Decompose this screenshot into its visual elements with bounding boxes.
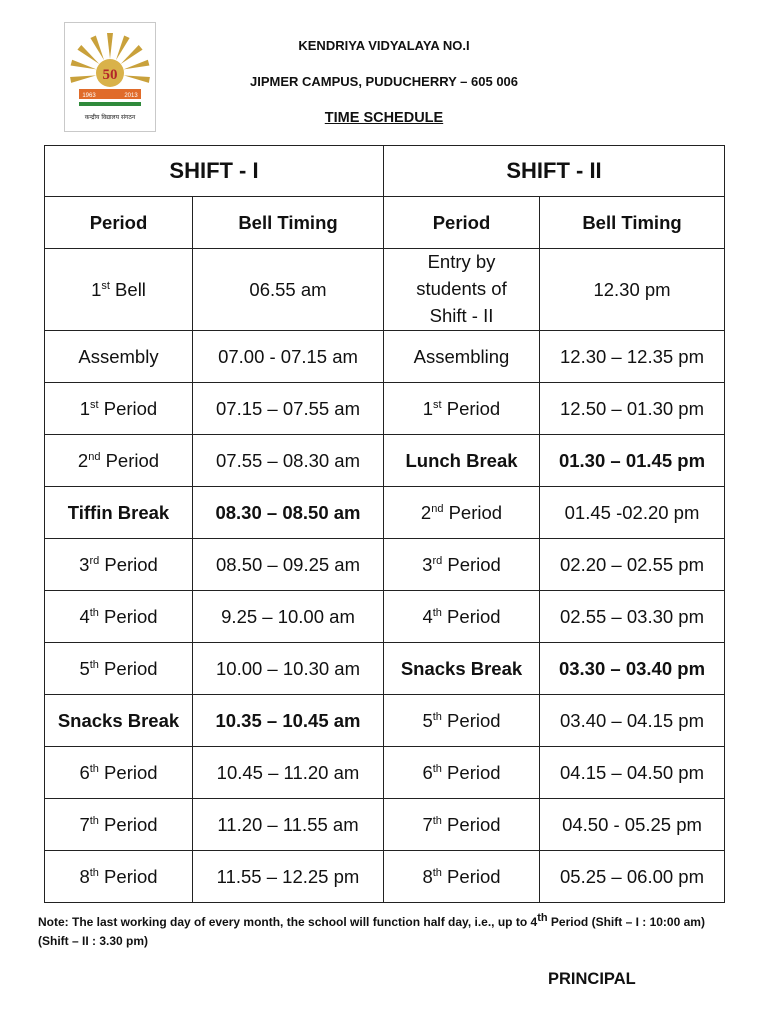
shift-2-bell-timing-cell: 05.25 – 06.00 pm xyxy=(540,851,725,903)
document-title xyxy=(0,110,768,126)
shift-1-bell-timing-cell: 08.30 – 08.50 am xyxy=(193,487,384,539)
period-ordinal-suffix: th xyxy=(432,866,442,879)
shift-2-bell-timing-cell: 01.30 – 01.45 pm xyxy=(540,435,725,487)
schedule-row xyxy=(45,487,725,539)
shift-1-period-cell xyxy=(45,799,193,851)
shift-2-bell-timing-cell: 12.50 – 01.30 pm xyxy=(540,383,725,435)
shift-1-title: SHIFT - I xyxy=(45,146,384,197)
shift-1-bell-timing-cell: 07.15 – 07.55 am xyxy=(193,383,384,435)
shift-2-period-cell xyxy=(384,851,540,903)
school-name: KENDRIYA VIDYALAYA NO.I xyxy=(298,38,470,53)
shift-1-period-cell xyxy=(45,591,193,643)
shift-2-period-cell xyxy=(384,799,540,851)
period-ordinal-suffix: nd xyxy=(431,502,444,515)
shift-1-period-cell xyxy=(45,487,193,539)
period-name: 1 xyxy=(422,397,434,419)
period-ordinal-suffix: th xyxy=(432,762,442,775)
schedule-row xyxy=(45,591,725,643)
period-name: Tiffin Break xyxy=(67,501,170,523)
period-label: Period xyxy=(441,813,501,835)
shift-1-bell-timing-cell: 07.55 – 08.30 am xyxy=(193,435,384,487)
period-label: Period xyxy=(100,449,160,471)
shift-1-period-cell xyxy=(45,747,193,799)
note-label: Note: xyxy=(38,915,69,929)
document-title-text: TIME SCHEDULE xyxy=(324,110,444,126)
period-name: Assembling xyxy=(413,345,510,367)
column-header-row xyxy=(45,197,725,249)
period-name: 3 xyxy=(422,553,433,575)
period-label: Period xyxy=(441,865,501,887)
shift-1-bell-timing-cell: 9.25 – 10.00 am xyxy=(193,591,384,643)
shift-2-bell-timing-cell: 03.40 – 04.15 pm xyxy=(540,695,725,747)
shift-2-bell-timing-cell: 03.30 – 03.40 pm xyxy=(540,643,725,695)
shift-1-bell-timing-cell: 11.55 – 12.25 pm xyxy=(193,851,384,903)
period-ordinal-suffix: th xyxy=(432,814,442,827)
shift-1-bell-timing-header: Bell Timing xyxy=(193,197,384,249)
shift-1-bell-timing-cell: 10.35 – 10.45 am xyxy=(193,695,384,747)
period-name: 8 xyxy=(79,865,90,887)
shift-2-bell-timing-cell: 04.15 – 04.50 pm xyxy=(540,747,725,799)
period-ordinal-suffix: st xyxy=(433,398,442,411)
shift-1-period-cell xyxy=(45,539,193,591)
schedule-row xyxy=(45,695,725,747)
shift-1-bell-timing-cell: 08.50 – 09.25 am xyxy=(193,539,384,591)
logo-year-right: 2013 xyxy=(124,93,138,99)
logo-motto: कन्द्रीय विद्यालय संगठन xyxy=(84,114,136,121)
shift-1-period-cell xyxy=(45,695,193,747)
period-name: 1 xyxy=(91,278,102,300)
note xyxy=(38,913,728,951)
period-label: Period xyxy=(441,761,501,783)
logo-badge-number: 50 xyxy=(102,67,118,83)
shift-2-period-cell xyxy=(384,383,540,435)
period-label: Period xyxy=(98,813,158,835)
shift-2-bell-timing-cell: 12.30 – 12.35 pm xyxy=(540,331,725,383)
period-label: Period xyxy=(98,605,158,627)
period-ordinal-suffix: th xyxy=(89,866,99,879)
period-ordinal-suffix: th xyxy=(89,762,99,775)
period-name: 5 xyxy=(422,709,433,731)
period-ordinal-suffix: th xyxy=(89,606,99,619)
period-label: Period xyxy=(98,397,158,419)
shift-1-bell-timing-cell: 10.00 – 10.30 am xyxy=(193,643,384,695)
period-label: Period xyxy=(98,761,158,783)
period-label: Period xyxy=(441,605,501,627)
shift-2-title: SHIFT - II xyxy=(384,146,725,197)
shift-2-period-cell xyxy=(384,643,540,695)
period-name: 7 xyxy=(422,813,433,835)
period-ordinal-suffix: th xyxy=(432,606,442,619)
shift-1-period-header: Period xyxy=(45,197,193,249)
shift-2-period-cell xyxy=(384,487,540,539)
note-text-a: The last working day of every month, the school will function half day, i.e., up to 4 xyxy=(68,915,538,929)
schedule-row xyxy=(45,539,725,591)
period-name: Snacks Break xyxy=(57,709,180,731)
shift-1-bell-timing-cell: 06.55 am xyxy=(193,249,384,331)
shift-2-period-cell xyxy=(384,435,540,487)
shift-1-period-cell xyxy=(45,435,193,487)
period-name: 5 xyxy=(79,657,90,679)
period-ordinal-suffix: st xyxy=(90,398,99,411)
period-name: 1 xyxy=(79,397,91,419)
shift-1-period-cell xyxy=(45,383,193,435)
note-text-b: Period (Shift – I : 10:00 am) (Shift – II : 3.30 pm) xyxy=(38,915,705,948)
shift-2-period-cell xyxy=(384,249,540,331)
shift-2-bell-timing-cell: 02.55 – 03.30 pm xyxy=(540,591,725,643)
period-name: Lunch Break xyxy=(405,449,518,471)
period-name: 4 xyxy=(79,605,90,627)
shift-2-bell-timing-cell: 02.20 – 02.55 pm xyxy=(540,539,725,591)
period-label: Period xyxy=(99,553,158,575)
period-label: Period xyxy=(443,501,503,523)
schedule-row xyxy=(45,643,725,695)
period-ordinal-suffix: rd xyxy=(89,554,100,567)
shift-2-bell-timing-cell: 12.30 pm xyxy=(540,249,725,331)
shift-1-bell-timing-cell: 11.20 – 11.55 am xyxy=(193,799,384,851)
schedule-row xyxy=(45,747,725,799)
note-text-sup: th xyxy=(537,912,548,924)
period-label: Period xyxy=(441,397,501,419)
period-name: 4 xyxy=(422,605,433,627)
period-name: 2 xyxy=(420,501,432,523)
shift-1-period-cell xyxy=(45,249,193,331)
period-ordinal-suffix: th xyxy=(89,658,99,671)
shift-1-period-cell xyxy=(45,643,193,695)
period-name: 6 xyxy=(79,761,90,783)
shift-2-bell-timing-cell: 04.50 - 05.25 pm xyxy=(540,799,725,851)
period-name: Snacks Break xyxy=(400,657,523,679)
shift-1-period-cell xyxy=(45,851,193,903)
shift-2-period-cell xyxy=(384,539,540,591)
schedule-row xyxy=(45,435,725,487)
shift-2-period-header: Period xyxy=(384,197,540,249)
shift-1-period-cell xyxy=(45,331,193,383)
shift-1-bell-timing-cell: 10.45 – 11.20 am xyxy=(193,747,384,799)
period-ordinal-suffix: th xyxy=(89,814,99,827)
schedule-row xyxy=(45,331,725,383)
principal-signature: PRINCIPAL xyxy=(548,970,636,988)
logo-year-left: 1963 xyxy=(82,93,96,99)
period-ordinal-suffix: st xyxy=(101,279,110,292)
period-name: 2 xyxy=(77,449,89,471)
shift-header-row xyxy=(45,146,725,197)
period-label: Period xyxy=(442,553,501,575)
period-name: 3 xyxy=(79,553,90,575)
period-name: Assembly xyxy=(78,345,159,367)
shift-2-period-cell xyxy=(384,747,540,799)
shift-2-period-cell xyxy=(384,591,540,643)
period-name: 7 xyxy=(79,813,90,835)
period-label: Period xyxy=(441,709,501,731)
school-address: JIPMER CAMPUS, PUDUCHERRY – 605 006 xyxy=(249,74,519,89)
shift-1-bell-timing-cell: 07.00 - 07.15 am xyxy=(193,331,384,383)
shift-2-period-cell xyxy=(384,331,540,383)
schedule-row xyxy=(45,799,725,851)
schedule-row xyxy=(45,383,725,435)
shift-2-bell-timing-header: Bell Timing xyxy=(540,197,725,249)
schedule-row xyxy=(45,851,725,903)
period-ordinal-suffix: nd xyxy=(88,450,101,463)
schedule-row xyxy=(45,249,725,331)
period-name: 8 xyxy=(422,865,433,887)
period-label: Bell xyxy=(109,278,146,300)
period-label: Period xyxy=(98,657,158,679)
shift-2-bell-timing-cell: 01.45 -02.20 pm xyxy=(540,487,725,539)
period-name: 6 xyxy=(422,761,433,783)
shift-2-period-cell xyxy=(384,695,540,747)
time-schedule-table xyxy=(44,145,725,903)
period-ordinal-suffix: rd xyxy=(432,554,443,567)
period-label: Period xyxy=(98,865,158,887)
period-name: Entry by students of Shift - II xyxy=(416,251,507,326)
period-ordinal-suffix: th xyxy=(432,710,442,723)
